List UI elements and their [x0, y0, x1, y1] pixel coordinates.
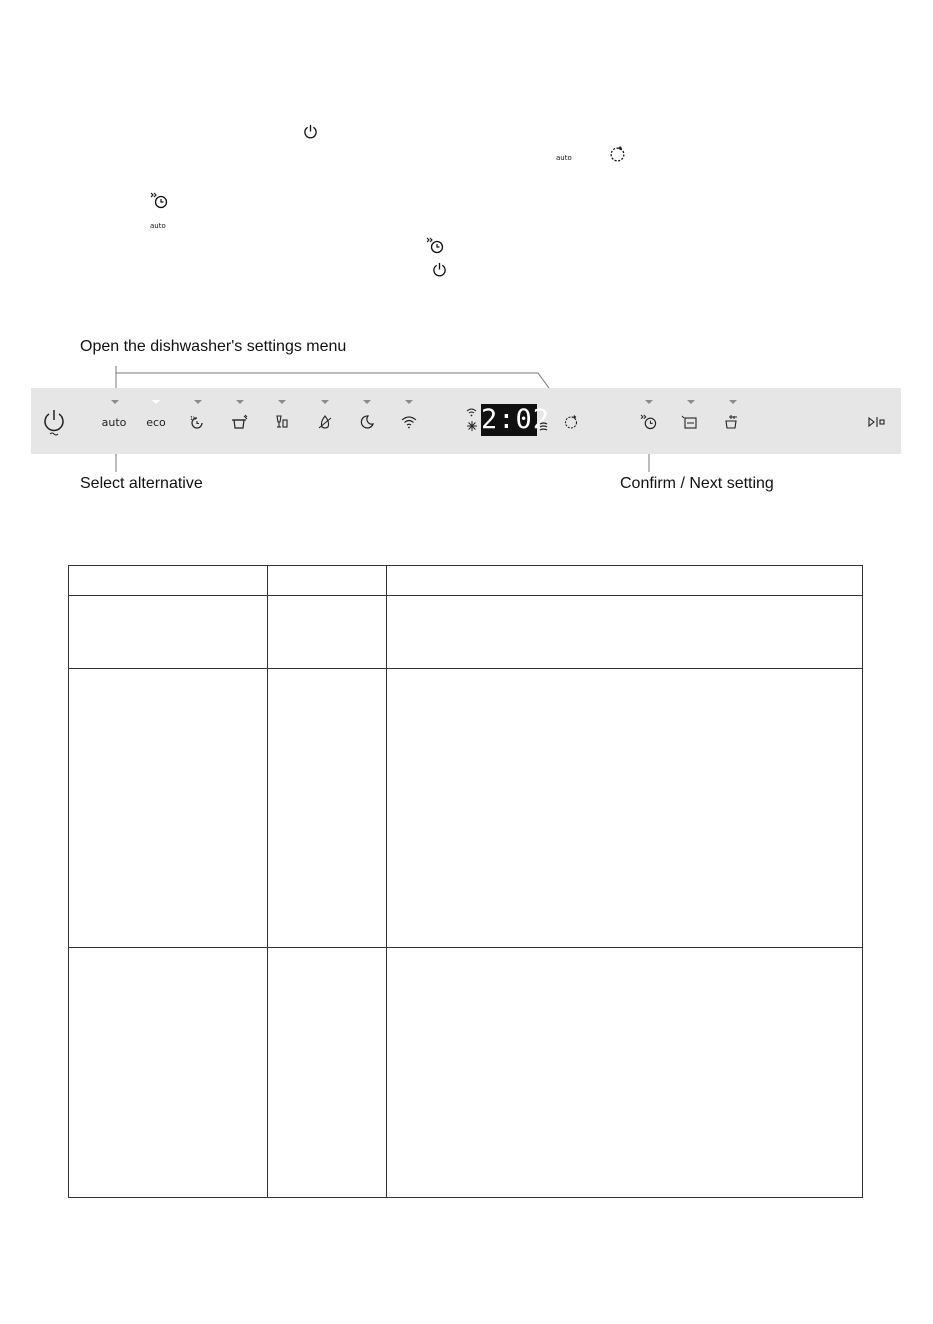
pot-icon [231, 414, 249, 430]
indicator-wifi [405, 400, 413, 404]
rinse-icon [563, 414, 579, 430]
table-cell [387, 596, 863, 669]
indicator-eco [152, 400, 160, 404]
svg-text:1h: 1h [190, 416, 197, 422]
table-cell [268, 596, 387, 669]
indicator-hygiene [321, 400, 329, 404]
rinse-aid-indicator-icon [467, 421, 477, 431]
auto-button[interactable] [99, 408, 129, 436]
salt-indicator-icon [539, 422, 548, 432]
power-button[interactable] [41, 406, 67, 440]
auto-symbol: auto [150, 222, 166, 230]
table-cell [69, 948, 268, 1198]
hygiene-button[interactable] [314, 408, 336, 436]
settings-button[interactable] [561, 408, 581, 436]
remote-start-icon [640, 414, 658, 430]
table-row [69, 596, 863, 669]
half-load-button[interactable] [679, 408, 701, 436]
night-button[interactable] [357, 408, 377, 436]
callout-settings-menu: Open the dishwasher's settings menu [80, 338, 347, 355]
table-header-row [69, 566, 863, 596]
indicator-remote-start [645, 400, 653, 404]
indicator-half-load [687, 400, 695, 404]
indicator-night [363, 400, 371, 404]
auto-symbol: auto [556, 154, 572, 162]
callout-select-alternative: Select alternative [80, 475, 203, 492]
table-cell [69, 596, 268, 669]
table-row [69, 669, 863, 948]
table-cell [69, 566, 268, 596]
extra-clean-button[interactable] [721, 408, 743, 436]
table-cell [268, 669, 387, 948]
quick-program-icon [189, 414, 207, 430]
indicator-intensive [236, 400, 244, 404]
time-display: 2:02 [481, 404, 551, 435]
control-panel [31, 388, 901, 454]
table-cell [268, 948, 387, 1198]
table-cell [387, 566, 863, 596]
settings-table [68, 565, 863, 1198]
start-pause-icon [867, 416, 887, 428]
indicator-extra-clean [729, 400, 737, 404]
eco-button[interactable] [142, 408, 170, 436]
wifi-button[interactable] [398, 408, 420, 436]
extra-clean-icon [723, 414, 741, 430]
quick-button[interactable] [187, 408, 209, 436]
table-row [69, 948, 863, 1198]
hygiene-icon [316, 414, 334, 430]
moon-icon [360, 415, 374, 429]
glass-button[interactable] [271, 408, 293, 436]
callout-confirm-next: Confirm / Next setting [620, 475, 774, 492]
intensive-button[interactable] [229, 408, 251, 436]
auto-label: auto [101, 415, 127, 429]
table-cell [268, 566, 387, 596]
indicator-quick [194, 400, 202, 404]
eco-label: eco [146, 415, 166, 429]
indicator-auto [111, 400, 119, 404]
remote-start-button[interactable] [637, 408, 661, 436]
start-pause-button[interactable] [865, 408, 889, 436]
power-icon [42, 408, 66, 438]
wifi-status-icon [466, 408, 477, 417]
wifi-icon [401, 415, 417, 429]
table-cell [387, 669, 863, 948]
half-load-icon [681, 414, 699, 430]
table-cell [387, 948, 863, 1198]
glass-icon [274, 414, 290, 430]
table-cell [69, 669, 268, 948]
indicator-glass [278, 400, 286, 404]
